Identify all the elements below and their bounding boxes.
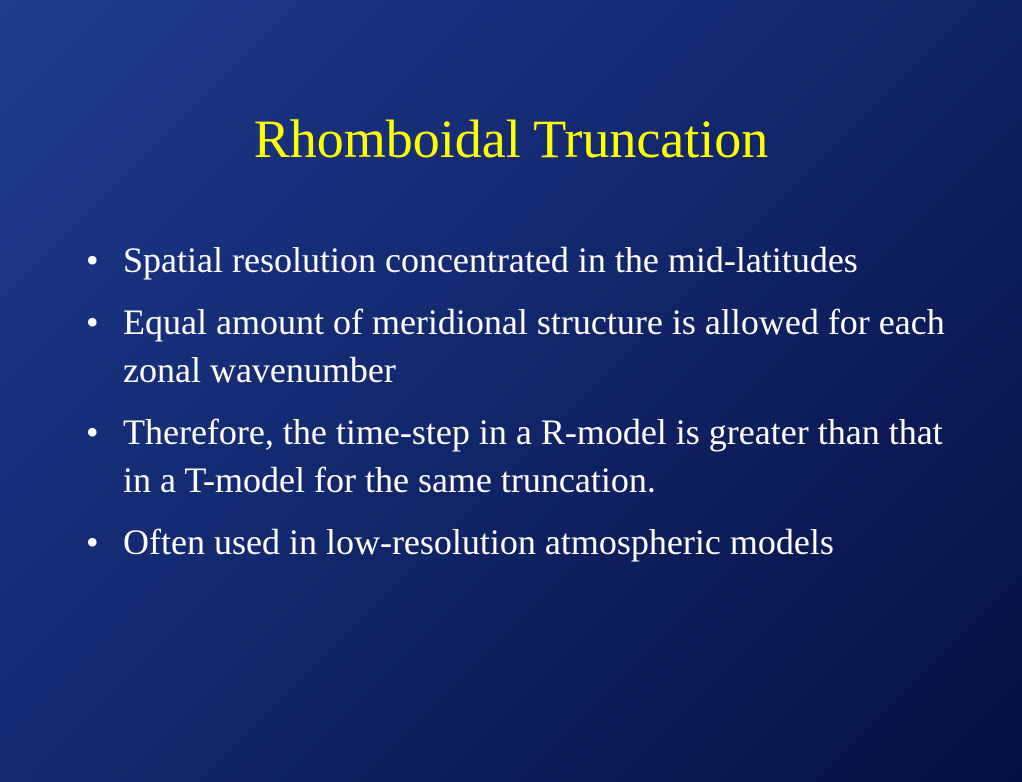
bullet-dot-icon: • bbox=[86, 240, 99, 280]
bullet-item bbox=[86, 518, 966, 566]
bullet-text: Often used in low-resolution atmospheric models bbox=[123, 522, 834, 562]
bullet-item bbox=[86, 408, 966, 504]
bullet-text: Equal amount of meridional structure is allowed for each zonal wavenumber bbox=[123, 302, 945, 390]
bullet-dot-icon: • bbox=[86, 522, 99, 562]
bullet-dot-icon: • bbox=[86, 302, 99, 342]
bullet-text: Therefore, the time-step in a R-model is greater than that in a T-model for the same truncation. bbox=[123, 412, 943, 500]
bullet-item bbox=[86, 236, 966, 284]
bullet-list bbox=[86, 236, 966, 580]
bullet-item bbox=[86, 298, 966, 394]
bullet-dot-icon: • bbox=[86, 412, 99, 452]
bullet-text: Spatial resolution concentrated in the mid-latitudes bbox=[123, 240, 858, 280]
slide-title: Rhomboidal Truncation bbox=[253, 109, 769, 169]
